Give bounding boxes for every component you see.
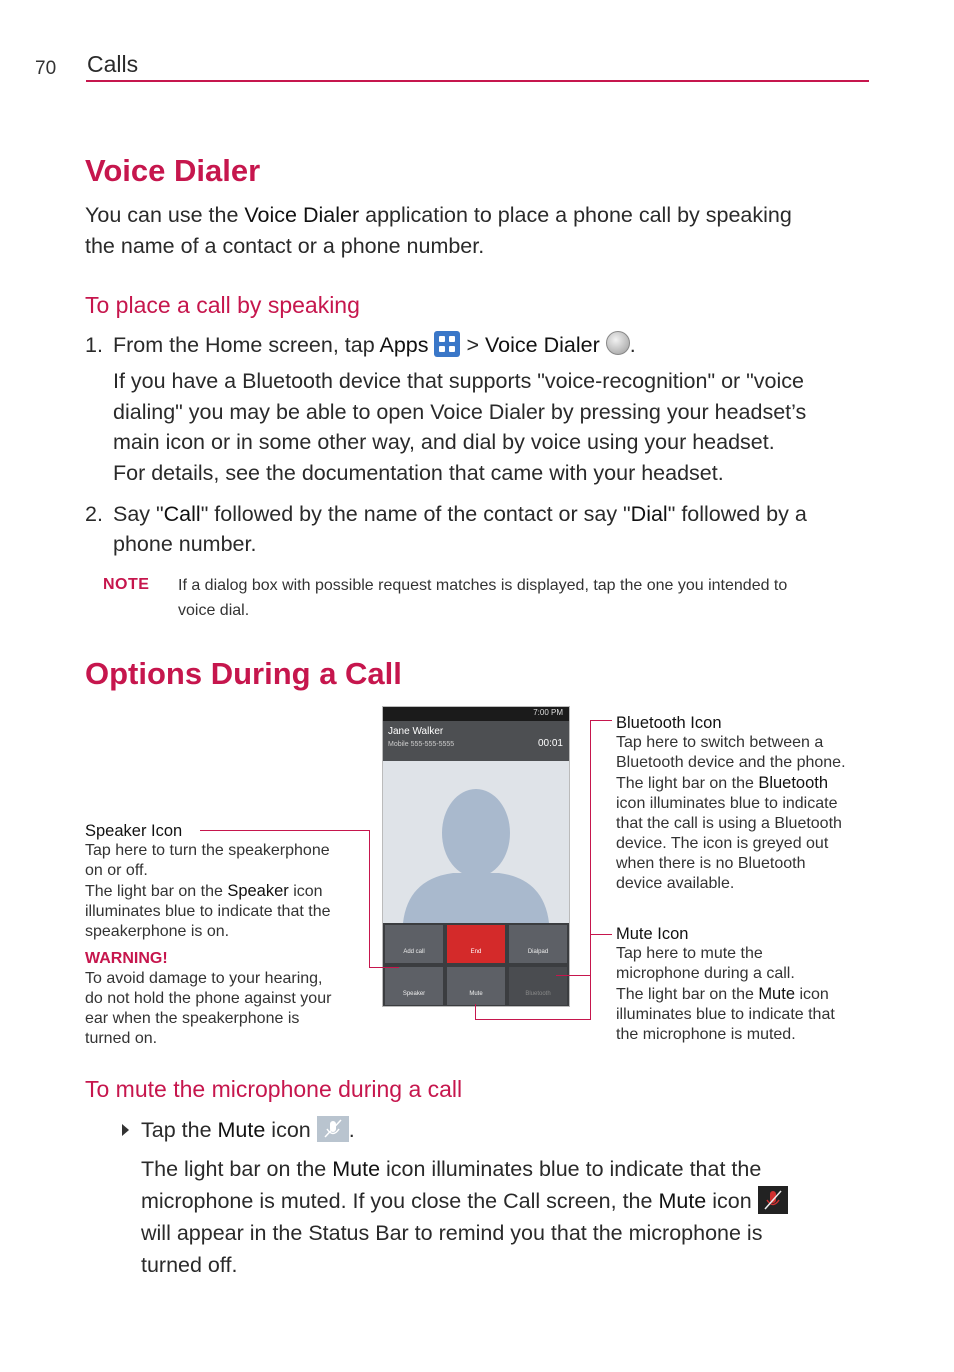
step1-detail-line: dialing" you may be able to open Voice Dialer by pressing your headset’s bbox=[113, 399, 807, 424]
note-text bbox=[178, 573, 787, 623]
mute-callout-line bbox=[590, 934, 591, 1020]
note-label: NOTE bbox=[103, 576, 150, 593]
speaker-callout-line bbox=[369, 830, 370, 968]
warning-line: do not hold the phone against your bbox=[85, 990, 332, 1007]
annotation-line: Tap here to turn the speakerphone bbox=[85, 842, 330, 859]
mute-para-em: Mute bbox=[658, 1189, 707, 1213]
step1-line bbox=[113, 330, 636, 361]
speaker-annotation-title: Speaker Icon bbox=[85, 822, 183, 840]
voice-dialer-icon bbox=[606, 331, 630, 355]
phone-call-screenshot bbox=[382, 706, 570, 1007]
place-call-subhead: To place a call by speaking bbox=[85, 292, 360, 318]
mute-para-text: icon illuminates blue to indicate that the bbox=[380, 1157, 762, 1181]
annotation-line: Bluetooth device and the phone. bbox=[616, 754, 846, 771]
step1-details bbox=[113, 366, 806, 488]
step2-dial: Dial bbox=[630, 502, 668, 526]
mute-para-line: will appear in the Status Bar to remind you that the microphone is bbox=[141, 1221, 763, 1245]
status-bar-mute-icon bbox=[758, 1186, 788, 1214]
contact-photo-area bbox=[383, 761, 569, 923]
annotation-line: speakerphone is on. bbox=[85, 923, 230, 940]
step2-text: Say " bbox=[113, 502, 164, 526]
mute-mic-icon bbox=[317, 1116, 349, 1142]
mute-callout-line bbox=[590, 934, 612, 935]
caller-header bbox=[383, 721, 569, 761]
annotation-line: illuminates blue to indicate that the bbox=[85, 903, 331, 920]
intro-text: You can use the bbox=[85, 203, 245, 227]
annotation-line: that the call is using a Bluetooth bbox=[616, 815, 842, 832]
warning-line: To avoid damage to your hearing, bbox=[85, 970, 323, 987]
annotation-em: Speaker bbox=[227, 882, 289, 900]
end-call-button[interactable]: End bbox=[447, 925, 505, 963]
step1-number: 1. bbox=[85, 333, 103, 357]
step1-detail-line: If you have a Bluetooth device that supports "voice-recognition" or "voice bbox=[113, 369, 804, 393]
caller-number: Mobile 555-555-5555 bbox=[388, 741, 455, 748]
annotation-line: icon bbox=[288, 883, 323, 900]
voice-dialer-intro-2: the name of a contact or a phone number. bbox=[85, 234, 485, 258]
mute-paragraph bbox=[141, 1153, 788, 1281]
annotation-line: the microphone is muted. bbox=[616, 1026, 796, 1043]
voice-dialer-intro bbox=[85, 200, 792, 231]
step1-voice-dialer: Voice Dialer bbox=[485, 333, 600, 357]
step2-text-2: " followed by the name of the contact or say " bbox=[200, 502, 631, 526]
dialpad-button[interactable]: Dialpad bbox=[509, 925, 567, 963]
step1-detail-line: For details, see the documentation that came with your headset. bbox=[113, 460, 724, 485]
annotation-line: Tap here to mute the bbox=[616, 945, 763, 962]
contact-avatar-icon bbox=[383, 761, 569, 923]
header-rule bbox=[86, 80, 869, 82]
bluetooth-callout-line bbox=[590, 720, 612, 721]
intro-text-2: application to place a phone call by speaking bbox=[359, 203, 792, 227]
annotation-line: icon illuminates blue to indicate bbox=[616, 795, 838, 812]
mute-button[interactable]: Mute bbox=[447, 967, 505, 1005]
speaker-callout-line bbox=[369, 967, 399, 968]
call-buttons bbox=[383, 923, 569, 1007]
voice-dialer-title: Voice Dialer bbox=[85, 153, 261, 188]
speaker-button[interactable]: Speaker bbox=[385, 967, 443, 1005]
mute-para-text: The light bar on the bbox=[141, 1157, 333, 1181]
options-title: Options During a Call bbox=[85, 656, 402, 691]
annotation-line: The light bar on the bbox=[616, 775, 759, 792]
step2-number: 2. bbox=[85, 502, 103, 526]
section-label: Calls bbox=[87, 51, 139, 77]
mute-annotation-title: Mute Icon bbox=[616, 925, 689, 943]
step2-line bbox=[113, 499, 807, 530]
caller-name: Jane Walker bbox=[388, 726, 444, 737]
note-line: If a dialog box with possible request matches is displayed, tap the one you intended to bbox=[178, 577, 788, 594]
bluetooth-annotation bbox=[616, 713, 846, 894]
annotation-line: on or off. bbox=[85, 862, 148, 879]
tap-end: . bbox=[348, 1118, 355, 1142]
mute-callout-line bbox=[475, 1019, 591, 1020]
warning-line: turned on. bbox=[85, 1030, 158, 1047]
annotation-em: Mute bbox=[758, 985, 795, 1003]
step2-call: Call bbox=[163, 502, 201, 526]
status-bar bbox=[383, 707, 569, 721]
tap-text-2: icon bbox=[265, 1118, 317, 1142]
annotation-line: device available. bbox=[616, 875, 735, 892]
step1-detail-line: main icon or in some other way, and dial by voice using your headset. bbox=[113, 430, 775, 454]
annotation-line: icon bbox=[795, 986, 829, 1003]
mute-annotation bbox=[616, 924, 835, 1045]
step1-pre: From the Home screen, tap bbox=[113, 333, 380, 357]
annotation-line: when there is no Bluetooth bbox=[616, 855, 806, 872]
speaker-annotation bbox=[85, 821, 331, 1049]
annotation-line: Tap here to switch between a bbox=[616, 734, 824, 751]
mute-para-text: icon bbox=[706, 1189, 758, 1213]
apps-icon bbox=[434, 331, 460, 357]
step1-apps: Apps bbox=[379, 333, 429, 357]
tap-mute-line bbox=[122, 1115, 355, 1146]
mute-subhead: To mute the microphone during a call bbox=[85, 1076, 463, 1102]
annotation-line: illuminates blue to indicate that bbox=[616, 1006, 835, 1023]
mute-para-em: Mute bbox=[332, 1157, 381, 1181]
annotation-em: Bluetooth bbox=[758, 774, 829, 792]
tap-mute-em: Mute bbox=[217, 1118, 266, 1142]
bullet-arrow-icon bbox=[122, 1124, 129, 1136]
step2-line-2: phone number. bbox=[113, 532, 257, 556]
warning-label: WARNING! bbox=[85, 950, 168, 967]
mute-para-text: microphone is muted. If you close the Call screen, the bbox=[141, 1189, 659, 1213]
intro-em: Voice Dialer bbox=[244, 203, 360, 227]
warning-line: ear when the speakerphone is bbox=[85, 1010, 300, 1027]
status-time: 7:00 PM bbox=[533, 708, 563, 717]
mute-callout-line bbox=[475, 1004, 476, 1020]
annotation-line: The light bar on the bbox=[85, 883, 228, 900]
add-call-button[interactable]: Add call bbox=[385, 925, 443, 963]
tap-text: Tap the bbox=[141, 1118, 218, 1142]
step2-text-3: " followed by a bbox=[667, 502, 807, 526]
bluetooth-button[interactable]: Bluetooth bbox=[509, 967, 567, 1005]
call-timer: 00:01 bbox=[537, 738, 563, 749]
note-line: voice dial. bbox=[178, 602, 250, 619]
bluetooth-annotation-title: Bluetooth Icon bbox=[616, 714, 722, 732]
annotation-line: device. The icon is greyed out bbox=[616, 835, 829, 852]
mute-para-line: turned off. bbox=[141, 1253, 238, 1277]
page-number: 70 bbox=[35, 58, 57, 79]
step1-end: . bbox=[629, 333, 636, 357]
bluetooth-callout-line bbox=[556, 975, 591, 976]
step1-gt: > bbox=[460, 333, 485, 357]
annotation-line: The light bar on the bbox=[616, 986, 759, 1003]
annotation-line: microphone during a call. bbox=[616, 965, 795, 982]
